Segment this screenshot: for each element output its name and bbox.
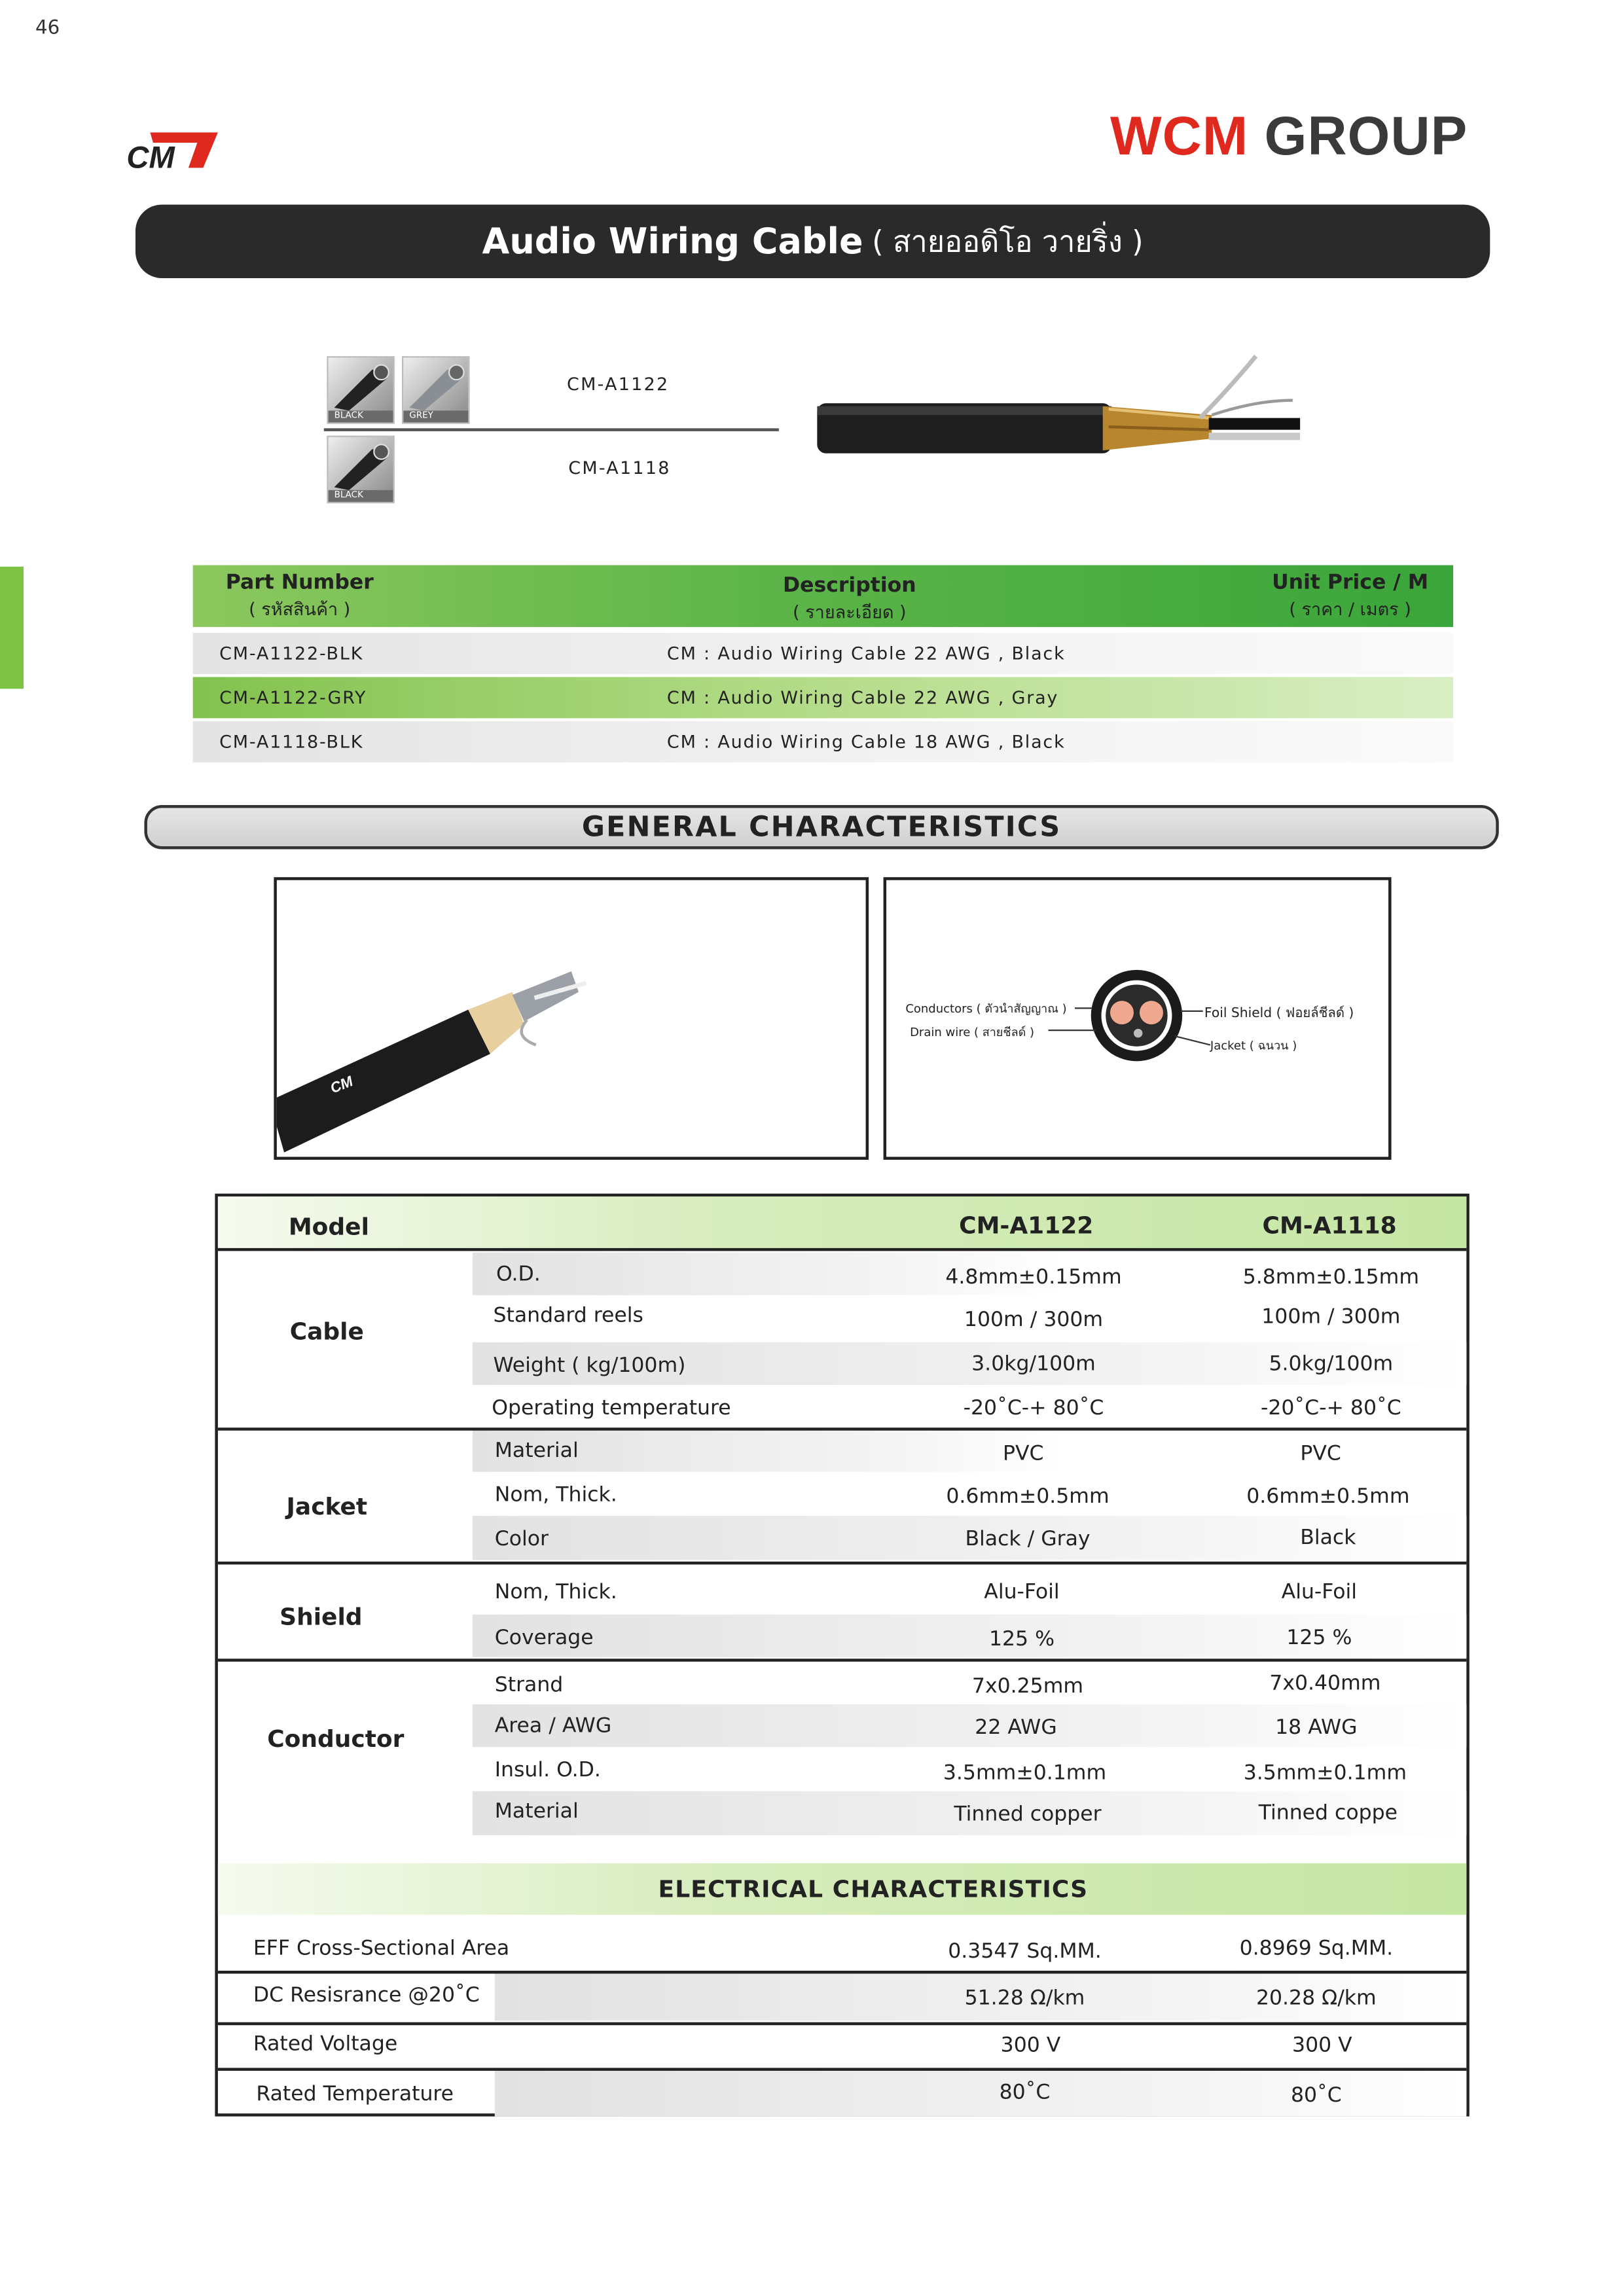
cable-photo bbox=[814, 348, 1315, 459]
label-foil-shield: Foil Shield ( ฟอยล์ชีลด์ ) bbox=[1204, 1007, 1354, 1022]
general-characteristics-bar: GENERAL CHARACTERISTICS bbox=[144, 805, 1498, 849]
label-jacket: Jacket ( ฉนวน ) bbox=[1210, 1039, 1297, 1052]
table-row: CM-A1118-BLK CM : Audio Wiring Cable 18 AWG , Black bbox=[193, 721, 1453, 762]
side-accent-bar bbox=[0, 567, 24, 689]
spec-table: Model CM-A1122 CM-A1118 Cable Jacket Shield Conductor O.D. 4.8mm±0.15mm 5.8mm±0.15mm Standard reels 100m / 300m 100m / 300m Weight ( kg/100m) 3.0kg/100m 5.0kg/100m Operating temperature -20˚C-+ 80˚C -20˚C-+ 80˚C Material PVC PVC Nom, Thick. 0.6mm±0.5mm 0.6mm±0.5mm Color Black / Gray Black Nom, Thick. Alu-Foil Alu-Foil Coverage 125 % 125 % Strand 7x0.25mm 7x0.40mm Area / AWG 22 AWG 18 AWG Insul. O.D. 3.5mm±0.1mm 3.5mm±0.1mm Material Tinned copper Tinned coppe ELECTRICAL CHARACTERISTICS EFF Cross-Sectional Area 0.3547 Sq.MM. 0.8969 Sq.MM. DC Resisrance @20˚C 51.28 Ω/km 20.28 Ω/km Rated Voltage 300 V 300 V Rated Temperature 80˚C 80˚C bbox=[215, 1194, 1469, 2117]
svg-text:CM: CM bbox=[327, 1073, 355, 1097]
page-title-thai: ( สายออดิโอ วายริ่ง ) bbox=[872, 223, 1144, 259]
group-word: GROUP bbox=[1264, 105, 1468, 167]
swatch-grey-a1122: GREY bbox=[402, 356, 469, 423]
group-shield: Shield bbox=[280, 1602, 363, 1631]
product-code-a1118: CM-A1118 bbox=[568, 457, 671, 478]
cable-image-box bbox=[274, 877, 869, 1160]
cross-section-diagram bbox=[884, 877, 1392, 1160]
group-cable: Cable bbox=[289, 1317, 364, 1346]
page-title-bar bbox=[135, 205, 1490, 278]
wcm-word: WCM bbox=[1110, 105, 1249, 167]
col-unit-price: Unit Price / M ( ราคา / เมตร ) bbox=[1272, 571, 1429, 620]
spec-header-m1: CM-A1122 bbox=[959, 1211, 1094, 1240]
svg-text:CM: CM bbox=[126, 140, 175, 174]
page-title: Audio Wiring Cable bbox=[482, 221, 863, 262]
group-jacket: Jacket bbox=[286, 1492, 368, 1520]
table-row: CM-A1122-BLK CM : Audio Wiring Cable 22 AWG , Black bbox=[193, 633, 1453, 674]
table-row: CM-A1122-GRY CM : Audio Wiring Cable 22 AWG , Gray bbox=[193, 677, 1453, 718]
cm-logo bbox=[124, 126, 221, 173]
parts-table-header bbox=[193, 565, 1453, 627]
electrical-title: ELECTRICAL CHARACTERISTICS bbox=[658, 1874, 1089, 1903]
divider bbox=[218, 1248, 1466, 1251]
swatch-black-a1118: BLACK bbox=[327, 436, 394, 503]
product-divider bbox=[324, 428, 779, 431]
col-part-number: Part Number ( รหัสสินค้า ) bbox=[225, 571, 374, 620]
group-conductor: Conductor bbox=[267, 1725, 405, 1753]
wcm-group-logo bbox=[1110, 106, 1468, 168]
col-description: Description ( รายละเอียด ) bbox=[782, 573, 916, 623]
label-conductors: Conductors ( ตัวนำสัญญาณ ) bbox=[905, 1002, 1067, 1016]
product-code-a1122: CM-A1122 bbox=[566, 374, 670, 395]
page-number: 46 bbox=[35, 17, 60, 40]
label-drain-wire: Drain wire ( สายชีลด์ ) bbox=[910, 1026, 1035, 1039]
spec-header-m2: CM-A1118 bbox=[1262, 1211, 1397, 1240]
swatch-black-a1122: BLACK bbox=[327, 356, 394, 423]
spec-header-model: Model bbox=[288, 1212, 369, 1241]
